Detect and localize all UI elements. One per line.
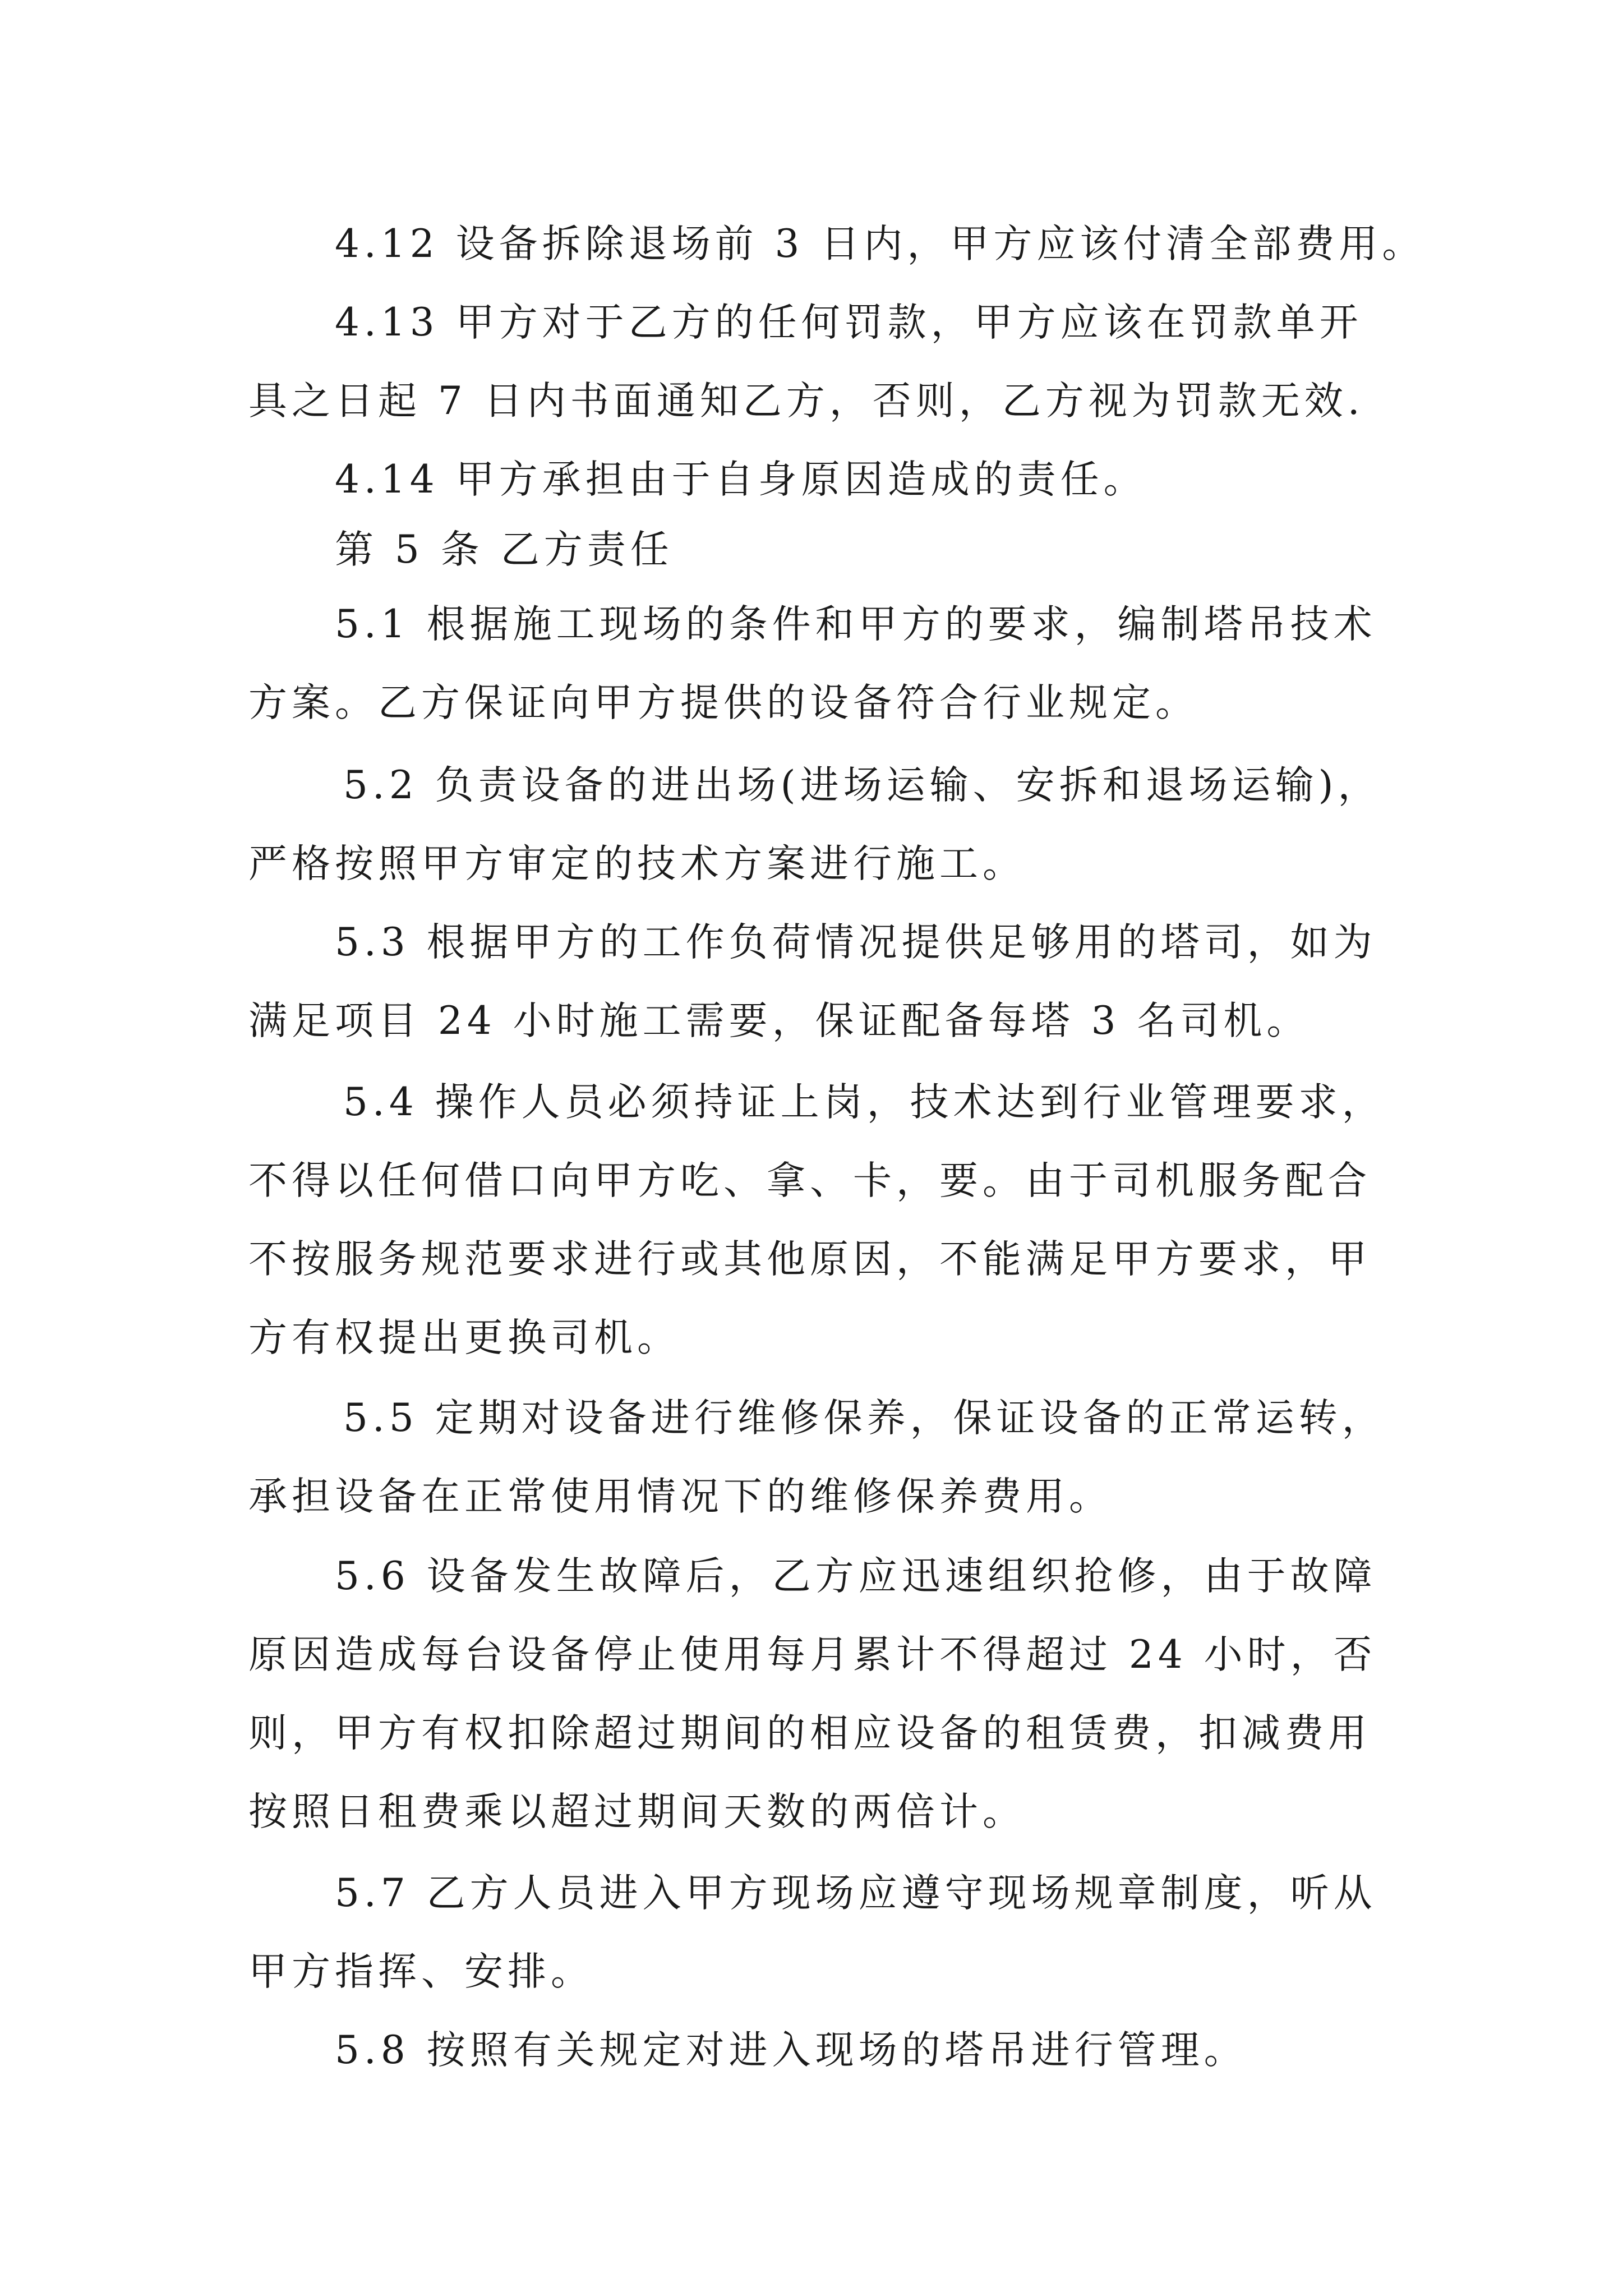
section-5-heading: 第 5 条 乙方责任	[335, 527, 674, 572]
clause-5-3-line-2: 满足项目 24 小时施工需要，保证配备每塔 3 名司机。	[248, 999, 1310, 1043]
clause-5-8-line-1: 5.8 按照有关规定对进入现场的塔吊进行管理。	[335, 2028, 1247, 2073]
clause-5-6-line-2: 原因造成每台设备停止使用每月累计不得超过 24 小时，否	[248, 1632, 1377, 1677]
clause-5-6-line-1: 5.6 设备发生故障后，乙方应迅速组织抢修，由于故障	[335, 1554, 1377, 1599]
clause-4-14-line-1: 4.14 甲方承担由于自身原因造成的责任。	[335, 457, 1147, 502]
clause-4-13-line-1: 4.13 甲方对于乙方的任何罚款，甲方应该在罚款单开	[335, 300, 1363, 345]
clause-5-7-line-1: 5.7 乙方人员进入甲方现场应遵守现场规章制度，听从	[335, 1871, 1377, 1916]
clause-5-4-line-4: 方有权提出更换司机。	[248, 1315, 680, 1360]
clause-5-4-line-1: 5.4 操作人员必须持证上岗，技术达到行业管理要求，	[343, 1080, 1385, 1125]
clause-5-2-line-1: 5.2 负责设备的进出场(进场运输、安拆和退场运输)，	[343, 763, 1381, 808]
clause-5-4-line-3: 不按服务规范要求进行或其他原因，不能满足甲方要求，甲	[248, 1237, 1371, 1282]
clause-5-6-line-3: 则，甲方有权扣除超过期间的相应设备的租赁费，扣减费用	[248, 1711, 1371, 1756]
clause-5-7-line-2: 甲方指挥、安排。	[248, 1949, 594, 1994]
clause-5-5-line-1: 5.5 定期对设备进行维修保养，保证设备的正常运转，	[343, 1396, 1385, 1441]
clause-5-4-line-2: 不得以任何借口向甲方吃、拿、卡，要。由于司机服务配合	[248, 1158, 1371, 1203]
clause-5-3-line-1: 5.3 根据甲方的工作负荷情况提供足够用的塔司，如为	[335, 920, 1377, 965]
clause-5-1-line-1: 5.1 根据施工现场的条件和甲方的要求，编制塔吊技术	[335, 602, 1377, 647]
clause-5-2-line-2: 严格按照甲方审定的技术方案进行施工。	[248, 841, 1026, 886]
clause-5-1-line-2: 方案。乙方保证向甲方提供的设备符合行业规定。	[248, 680, 1198, 725]
clause-4-12-line-1: 4.12 设备拆除退场前 3 日内，甲方应该付清全部费用。	[335, 222, 1426, 266]
clause-4-13-line-2: 具之日起 7 日内书面通知乙方，否则，乙方视为罚款无效.	[248, 379, 1364, 424]
clause-5-5-line-2: 承担设备在正常使用情况下的维修保养费用。	[248, 1474, 1112, 1519]
clause-5-6-line-4: 按照日租费乘以超过期间天数的两倍计。	[248, 1789, 1026, 1834]
